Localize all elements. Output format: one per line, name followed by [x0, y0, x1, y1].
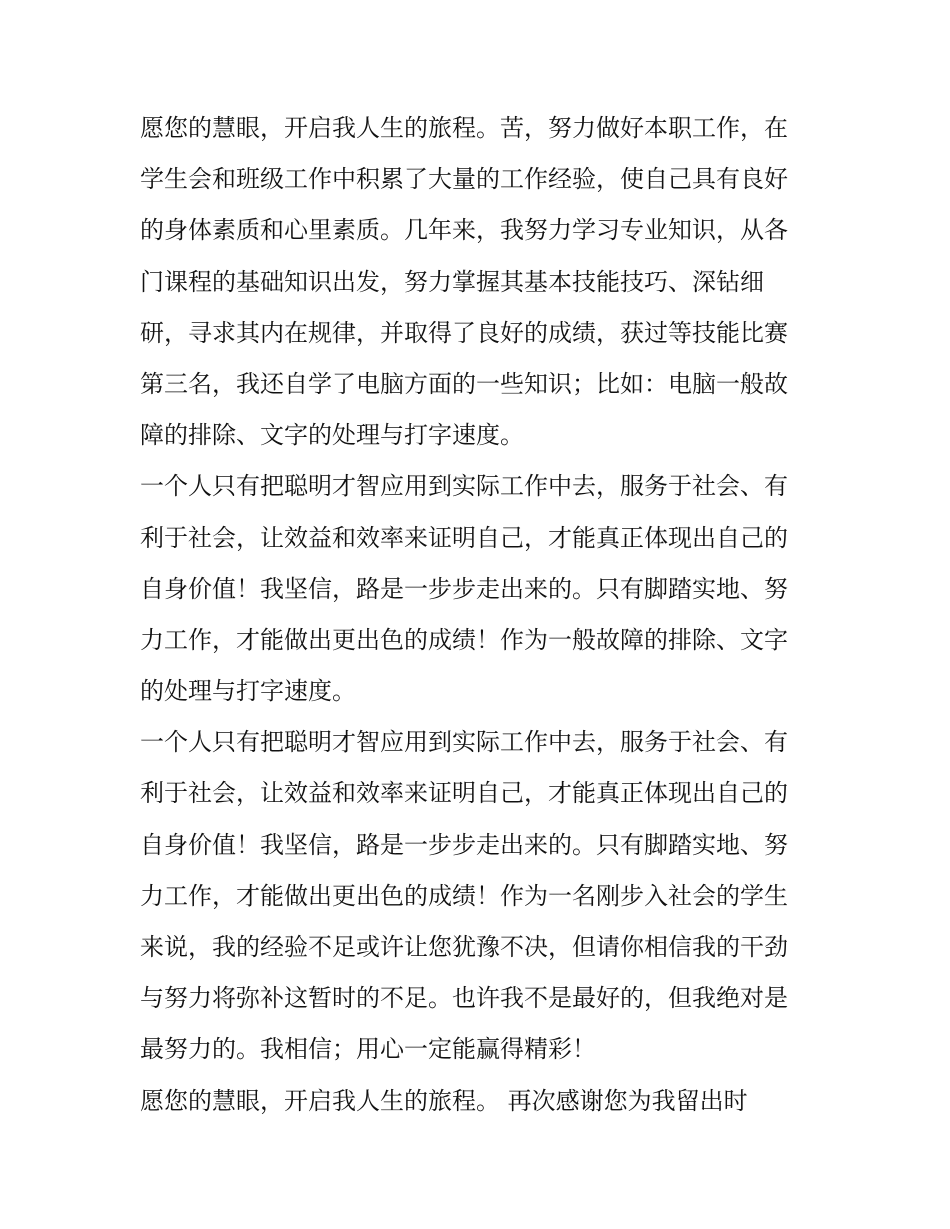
- text-line: 研，寻求其内在规律，并取得了良好的成绩，获过等技能比赛: [140, 318, 788, 347]
- text-line: 的身体素质和心里素质。几年来，我努力学习专业知识，从各: [140, 216, 788, 245]
- text-line: 力工作，才能做出更出色的成绩！作为一般故障的排除、文字: [140, 625, 788, 654]
- text-line: 愿您的慧眼，开启我人生的旅程。苦，努力做好本职工作，在: [140, 114, 788, 142]
- text-line: 利于社会，让效益和效率来证明自己，才能真正体现出自己的: [140, 523, 788, 552]
- text-line: 最努力的。我相信；用心一定能赢得精彩！: [140, 1035, 596, 1064]
- text-line: 力工作，才能做出更出色的成绩！作为一名刚步入社会的学生: [140, 881, 788, 910]
- text-line: 学生会和班级工作中积累了大量的工作经验，使自己具有良好: [140, 165, 788, 194]
- text-line: 门课程的基础知识出发，努力掌握其基本技能技巧、深钻细: [140, 267, 764, 296]
- text-line: 自身价值！我坚信，路是一步步走出来的。只有脚踏实地、努: [140, 574, 788, 603]
- text-line: 一个人只有把聪明才智应用到实际工作中去，服务于社会、有: [140, 472, 788, 501]
- text-line: 的处理与打字速度。: [140, 677, 356, 706]
- text-line: 愿您的慧眼，开启我人生的旅程。 再次感谢您为我留出时: [140, 1086, 748, 1115]
- body-text: [140, 103, 820, 1127]
- text-line: 障的排除、文字的处理与打字速度。: [140, 421, 524, 450]
- text-line: 第三名，我还自学了电脑方面的一些知识；比如：电脑一般故: [140, 369, 788, 398]
- text-line: 自身价值！我坚信，路是一步步走出来的。只有脚踏实地、努: [140, 830, 788, 859]
- text-line: 与努力将弥补这暂时的不足。也许我不是最好的，但我绝对是: [140, 984, 788, 1013]
- text-line: 来说，我的经验不足或许让您犹豫不决，但请你相信我的干劲: [140, 933, 788, 961]
- text-line: 一个人只有把聪明才智应用到实际工作中去，服务于社会、有: [140, 728, 788, 757]
- text-line: 利于社会，让效益和效率来证明自己，才能真正体现出自己的: [140, 779, 788, 808]
